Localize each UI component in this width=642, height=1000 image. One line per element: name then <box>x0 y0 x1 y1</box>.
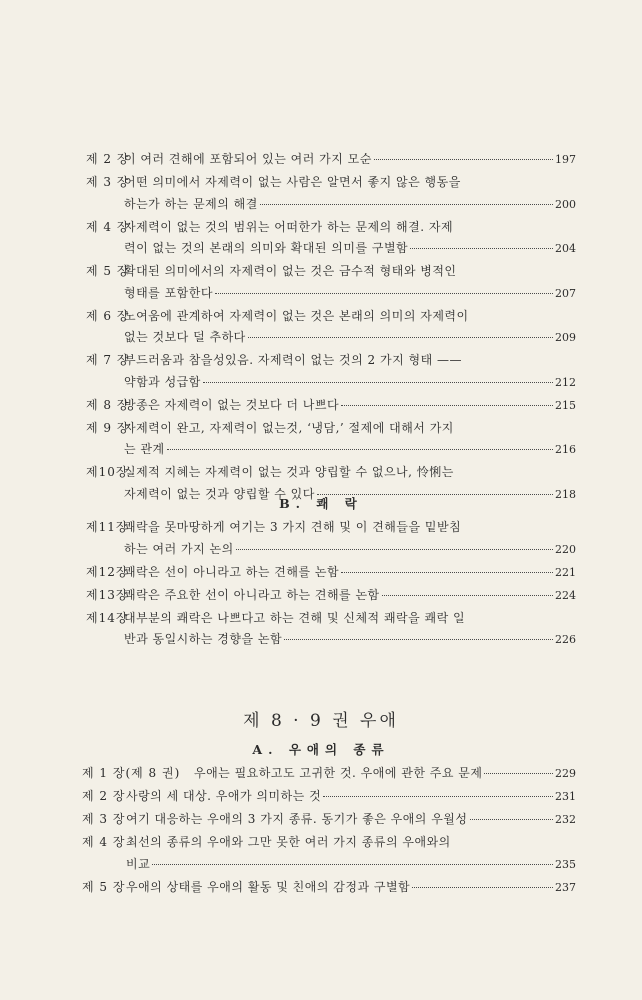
toc-line <box>124 630 576 647</box>
chapter-title: 하는 여러 가지 논의 <box>124 541 234 556</box>
chapter-number: 제13장 <box>86 587 129 602</box>
chapter-title: 여기 대응하는 우애의 3 가지 종류. 동기가 좋은 우애의 우월성 <box>126 812 468 826</box>
page-number: 216 <box>555 443 576 456</box>
toc-line <box>124 396 576 413</box>
chapter-number: 제 6 장 <box>86 308 130 323</box>
toc-line <box>126 833 576 850</box>
page-number: 197 <box>555 153 576 166</box>
chapter-number: 제 4 장 <box>82 835 126 849</box>
toc-line <box>126 878 576 895</box>
toc-line <box>194 764 576 781</box>
chapter-number: 제 8 장 <box>86 397 130 412</box>
toc-line <box>124 463 576 480</box>
chapter-title: 는 관계 <box>124 442 165 456</box>
chapter-title: 없는 것보다 덜 추하다 <box>124 330 246 344</box>
toc-entry <box>86 563 576 585</box>
page-number: 221 <box>555 565 576 579</box>
dot-leader <box>412 886 553 888</box>
chapter-number: 제 9 장 <box>86 420 130 435</box>
dot-leader <box>410 247 553 249</box>
dot-leader <box>341 571 553 573</box>
chapter-title: 하는가 하는 문제의 해결 <box>124 196 258 211</box>
toc-entry <box>86 307 576 350</box>
chapter-number: 제 2 장 <box>82 789 126 803</box>
page-number: 235 <box>555 857 576 871</box>
page-number: 200 <box>555 197 576 211</box>
chapter-number: 제10장 <box>86 465 129 479</box>
toc-line <box>124 351 576 368</box>
chapter-title: 형태를 포함한다 <box>124 285 213 300</box>
toc-line <box>124 563 576 580</box>
section-heading-friendship-types: A. 우애의 종류 <box>252 742 390 757</box>
chapter-number: 제 5 장 <box>86 264 130 278</box>
chapter-title: 비교 <box>126 856 151 871</box>
chapter-title: 자제력이 완고, 자제력이 없는것, ‘냉담,’ 절제에 대해서 가지 <box>124 420 454 435</box>
chapter-title: 방종은 자제력이 없는 것보다 더 나쁘다 <box>124 397 340 412</box>
chapter-number: 제 1 장(제 8 권) <box>82 766 181 780</box>
toc-line <box>124 419 576 436</box>
dot-leader <box>167 448 553 450</box>
toc-line <box>124 218 576 235</box>
dot-leader <box>203 381 553 383</box>
dot-leader <box>382 594 553 596</box>
toc-line <box>126 787 576 804</box>
chapter-number: 제14장 <box>86 610 129 625</box>
chapter-title: 우애는 필요하고도 고귀한 것. 우애에 관한 주요 문제 <box>194 766 483 780</box>
toc-line <box>124 328 576 345</box>
chapter-title: 반과 동일시하는 경향을 논함 <box>124 632 283 646</box>
chapter-title: 쾌락을 못마땅하게 여기는 3 가지 견해 및 이 견해들을 밑받침 <box>124 520 462 534</box>
toc-entry <box>86 518 576 561</box>
toc-line <box>124 440 576 457</box>
toc-line <box>124 262 576 279</box>
page-number: 226 <box>555 633 576 646</box>
toc-line <box>124 540 576 557</box>
toc-line <box>124 373 576 390</box>
dot-leader <box>470 818 554 820</box>
dot-leader <box>152 863 553 865</box>
volume-heading: 제 8 · 9 권 우애 <box>243 711 399 731</box>
chapter-title: 어떤 의미에서 자제력이 없는 사람은 알면서 좋지 않은 행동을 <box>124 175 461 189</box>
chapter-title: 대부분의 쾌락은 나쁘다고 하는 견해 및 신체적 쾌락을 쾌락 일 <box>124 610 466 625</box>
chapter-title: 쾌락은 주요한 선이 아니라고 하는 견해를 논함 <box>124 587 380 602</box>
chapter-title: 노여움에 관계하여 자제력이 없는 것은 본래의 의미의 자제력이 <box>124 308 469 323</box>
page-number: 218 <box>555 487 576 501</box>
chapter-title: 쾌락은 선이 아니라고 하는 견해를 논함 <box>124 564 340 579</box>
page-number: 229 <box>555 767 576 780</box>
page-number: 207 <box>555 286 576 300</box>
chapter-title: 이 여러 견해에 포함되어 있는 여러 가지 모순 <box>124 152 372 166</box>
dot-leader <box>284 638 553 640</box>
chapter-title: 사랑의 세 대상. 우애가 의미하는 것 <box>126 789 322 803</box>
section-heading-pleasure: B. 쾌 락 <box>279 496 363 511</box>
toc-entry <box>86 173 576 216</box>
chapter-title: 자제력이 없는 것의 범위는 어떠한가 하는 문제의 해결. 자제 <box>124 219 454 234</box>
chapter-number: 제 3 장 <box>86 175 130 189</box>
toc-line <box>124 307 576 324</box>
toc-line <box>124 150 576 167</box>
chapter-title: 자제력이 없는 것과 양립할 수 있다 <box>124 486 315 501</box>
chapter-title: 실제적 지혜는 자제력이 없는 것과 양립할 수 없으나, 怜悧는 <box>124 465 454 479</box>
toc-entry <box>86 586 576 608</box>
page-number: 204 <box>555 242 576 255</box>
page-number: 237 <box>555 880 576 894</box>
chapter-title: 우애의 상태를 우애의 활동 및 친애의 감정과 구별함 <box>126 879 411 894</box>
toc-entry <box>86 609 576 652</box>
page-number: 224 <box>555 588 576 602</box>
dot-leader <box>374 158 553 160</box>
chapter-number: 제 2 장 <box>86 152 130 166</box>
chapter-title: 약함과 성급함 <box>124 374 201 389</box>
page-number: 215 <box>555 398 576 412</box>
chapter-number: 제12장 <box>86 564 129 579</box>
toc-entry <box>86 218 576 261</box>
dot-leader <box>236 548 553 550</box>
page-number: 209 <box>555 331 576 344</box>
toc-entry <box>86 419 576 462</box>
dot-leader <box>484 772 553 774</box>
toc-line <box>124 586 576 603</box>
chapter-title: 력이 없는 것의 본래의 의미와 확대된 의미를 구별함 <box>124 241 409 255</box>
dot-leader <box>260 203 553 205</box>
chapter-title: 최선의 종류의 우애와 그만 못한 여러 가지 종류의 우애와의 <box>126 835 451 849</box>
page-number: 232 <box>555 813 576 826</box>
chapter-number: 제 3 장 <box>82 812 126 826</box>
toc-entry <box>86 351 576 394</box>
toc-entry <box>86 150 576 172</box>
toc-line <box>124 609 576 626</box>
toc-line <box>124 284 576 301</box>
toc-entry <box>86 262 576 305</box>
toc-line <box>124 195 576 212</box>
toc-entry <box>86 396 576 418</box>
chapter-number: 제 7 장 <box>86 353 130 367</box>
toc-line <box>124 173 576 190</box>
toc-line <box>124 518 576 535</box>
dot-leader <box>323 795 553 797</box>
chapter-number: 제 4 장 <box>86 219 130 234</box>
toc-line <box>124 239 576 256</box>
page-number: 220 <box>555 542 576 556</box>
dot-leader <box>215 292 553 294</box>
chapter-title: 부드러움과 참을성있음. 자제력이 없는 것의 2 가지 형태 —— <box>124 353 462 367</box>
toc-line <box>126 855 576 872</box>
chapter-number: 제11장 <box>86 520 129 534</box>
toc-line <box>126 810 576 827</box>
chapter-title: 확대된 의미에서의 자제력이 없는 것은 금수적 형태와 병적인 <box>124 264 457 278</box>
page-number: 212 <box>555 375 576 389</box>
dot-leader <box>248 336 553 338</box>
page-number: 231 <box>555 790 576 803</box>
dot-leader <box>341 404 553 406</box>
chapter-number: 제 5 장 <box>82 879 126 894</box>
